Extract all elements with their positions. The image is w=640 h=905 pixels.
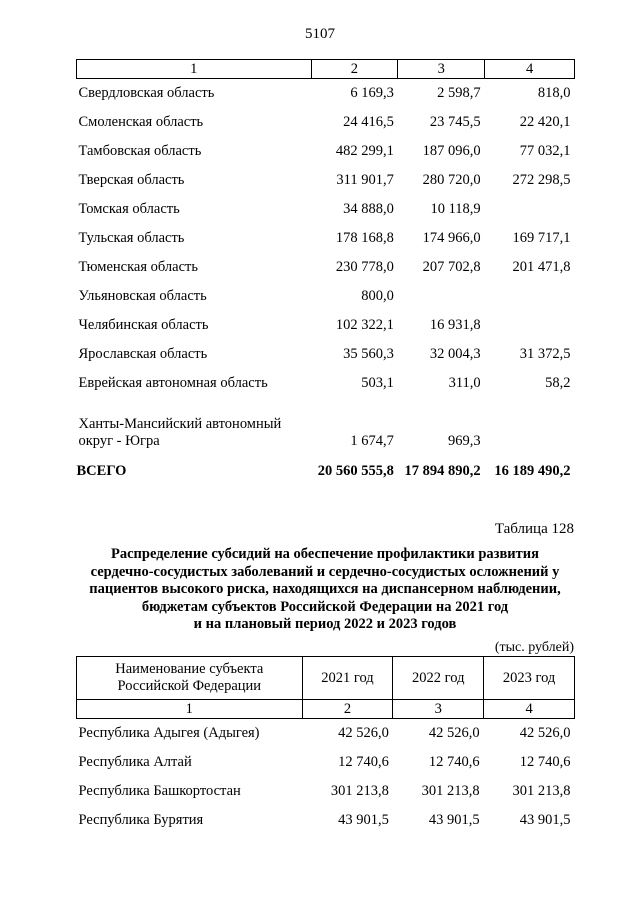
region-name: Республика Алтай xyxy=(78,754,192,770)
value-3: 77 032,1 xyxy=(519,143,571,159)
header-line: Российской Федерации xyxy=(117,678,262,694)
table-row xyxy=(77,340,575,369)
total-value-2: 17 894 890,2 xyxy=(404,462,481,479)
column-number-row xyxy=(77,60,575,79)
value-2: 2 598,7 xyxy=(437,85,481,101)
heading-line: пациентов высокого риска, находящихся на диспансерном наблюдении, xyxy=(89,581,561,597)
column-number: 4 xyxy=(484,700,575,719)
table-row xyxy=(77,748,575,777)
column-number: 3 xyxy=(393,700,484,719)
value-2: 43 901,5 xyxy=(428,812,480,828)
value-3: 22 420,1 xyxy=(519,114,571,130)
column-number: 1 xyxy=(77,60,312,79)
table-row xyxy=(77,777,575,806)
region-name: Тверская область xyxy=(78,172,185,188)
value-1: 43 901,5 xyxy=(338,812,389,828)
value-2: 10 118,9 xyxy=(430,201,481,217)
region-name: Ульяновская область xyxy=(78,288,207,304)
column-number: 2 xyxy=(311,60,398,79)
value-3: 818,0 xyxy=(537,85,571,101)
total-value-1: 20 560 555,8 xyxy=(317,462,394,479)
header-year-2022: 2022 год xyxy=(393,657,484,700)
header-year-2021: 2021 год xyxy=(302,657,393,700)
value-3: 272 298,5 xyxy=(512,172,571,188)
region-name: Челябинская область xyxy=(78,317,209,333)
value-1: 12 740,6 xyxy=(338,754,389,770)
header-line: Наименование субъекта xyxy=(115,661,264,677)
table-row xyxy=(77,195,575,224)
column-number: 3 xyxy=(398,60,485,79)
value-3 xyxy=(485,282,575,311)
value-1: 311 901,7 xyxy=(336,172,394,188)
region-name xyxy=(77,398,312,454)
region-name: Республика Башкортостан xyxy=(78,783,241,799)
region-name-line: Ханты-Мансийский автономный xyxy=(78,416,282,432)
region-name: Свердловская область xyxy=(78,85,215,101)
table-row xyxy=(77,806,575,835)
total-value-3: 16 189 490,2 xyxy=(494,462,571,479)
value-2: 42 526,0 xyxy=(428,725,480,741)
value-1: 24 416,5 xyxy=(343,114,394,130)
value-2: 187 096,0 xyxy=(422,143,481,159)
value-3 xyxy=(485,398,575,454)
total-row xyxy=(77,454,575,488)
value-1: 35 560,3 xyxy=(343,346,394,362)
header-row xyxy=(77,657,575,700)
heading-line: бюджетам субъектов Российской Федерации на 2021 год xyxy=(141,598,509,615)
total-label: ВСЕГО xyxy=(76,462,127,479)
value-2: 280 720,0 xyxy=(422,172,481,188)
value-3: 169 717,1 xyxy=(512,230,571,246)
subsidy-table-128 xyxy=(76,656,575,835)
heading-line: сердечно-сосудистых заболеваний и сердечно-сосудистых осложнений у xyxy=(90,563,560,580)
value-1: 800,0 xyxy=(361,288,394,304)
region-name: Томская область xyxy=(78,201,180,217)
header-subject-name xyxy=(77,657,303,700)
value-2: 16 931,8 xyxy=(429,317,481,333)
table-row xyxy=(77,79,575,109)
value-2: 32 004,3 xyxy=(429,346,481,362)
table-row xyxy=(77,282,575,311)
value-1: 503,1 xyxy=(361,375,394,391)
units-note: (тыс. рублей) xyxy=(494,640,574,655)
table-row xyxy=(77,224,575,253)
value-1: 102 322,1 xyxy=(335,317,394,333)
value-3: 12 740,6 xyxy=(519,754,571,770)
region-name-line: округ - Югра xyxy=(78,433,160,449)
region-name: Тамбовская область xyxy=(78,143,202,159)
value-3 xyxy=(485,195,575,224)
value-2: 12 740,6 xyxy=(428,754,480,770)
column-number: 4 xyxy=(485,60,575,79)
value-2: 311,0 xyxy=(448,375,481,391)
value-3: 31 372,5 xyxy=(519,346,571,362)
table-row xyxy=(77,253,575,282)
table-row xyxy=(77,311,575,340)
region-name: Тульская область xyxy=(78,230,185,246)
region-name: Республика Бурятия xyxy=(78,812,204,828)
page-number: 5107 xyxy=(305,26,335,42)
region-name: Республика Адыгея (Адыгея) xyxy=(78,725,260,741)
value-2 xyxy=(398,282,485,311)
column-number: 1 xyxy=(77,700,303,719)
table-row xyxy=(77,166,575,195)
value-1: 42 526,0 xyxy=(338,725,389,741)
value-1: 482 299,1 xyxy=(335,143,394,159)
region-name: Тюменская область xyxy=(78,259,198,275)
table-label: Таблица 128 xyxy=(494,521,574,537)
value-2: 301 213,8 xyxy=(421,783,480,799)
header-year-2023: 2023 год xyxy=(484,657,575,700)
value-3: 42 526,0 xyxy=(519,725,571,741)
table-row xyxy=(77,398,575,454)
value-1: 178 168,8 xyxy=(335,230,394,246)
subsidy-table-continued xyxy=(76,59,575,488)
table-row xyxy=(77,137,575,166)
value-2: 969,3 xyxy=(448,433,481,449)
region-name: Еврейская автономная область xyxy=(78,375,268,391)
table-row xyxy=(77,719,575,749)
value-1: 230 778,0 xyxy=(335,259,394,275)
value-2: 23 745,5 xyxy=(429,114,481,130)
value-2: 207 702,8 xyxy=(422,259,481,275)
heading-line: Распределение субсидий на обеспечение профилактики развития xyxy=(111,546,539,562)
value-3: 301 213,8 xyxy=(512,783,571,799)
column-number-row xyxy=(77,700,575,719)
table-heading xyxy=(70,546,580,634)
heading-line: и на плановый период 2022 и 2023 годов xyxy=(193,616,457,632)
value-1: 6 169,3 xyxy=(350,85,394,101)
value-3: 58,2 xyxy=(545,375,571,391)
value-3: 43 901,5 xyxy=(519,812,571,828)
value-3: 201 471,8 xyxy=(512,259,571,275)
value-1: 1 674,7 xyxy=(350,433,394,449)
value-2: 174 966,0 xyxy=(422,230,481,246)
region-name: Смоленская область xyxy=(78,114,204,130)
value-1: 301 213,8 xyxy=(330,783,389,799)
value-1: 34 888,0 xyxy=(343,201,394,217)
table-row xyxy=(77,369,575,398)
region-name: Ярославская область xyxy=(78,346,208,362)
value-3 xyxy=(485,311,575,340)
table-row xyxy=(77,108,575,137)
column-number: 2 xyxy=(302,700,393,719)
